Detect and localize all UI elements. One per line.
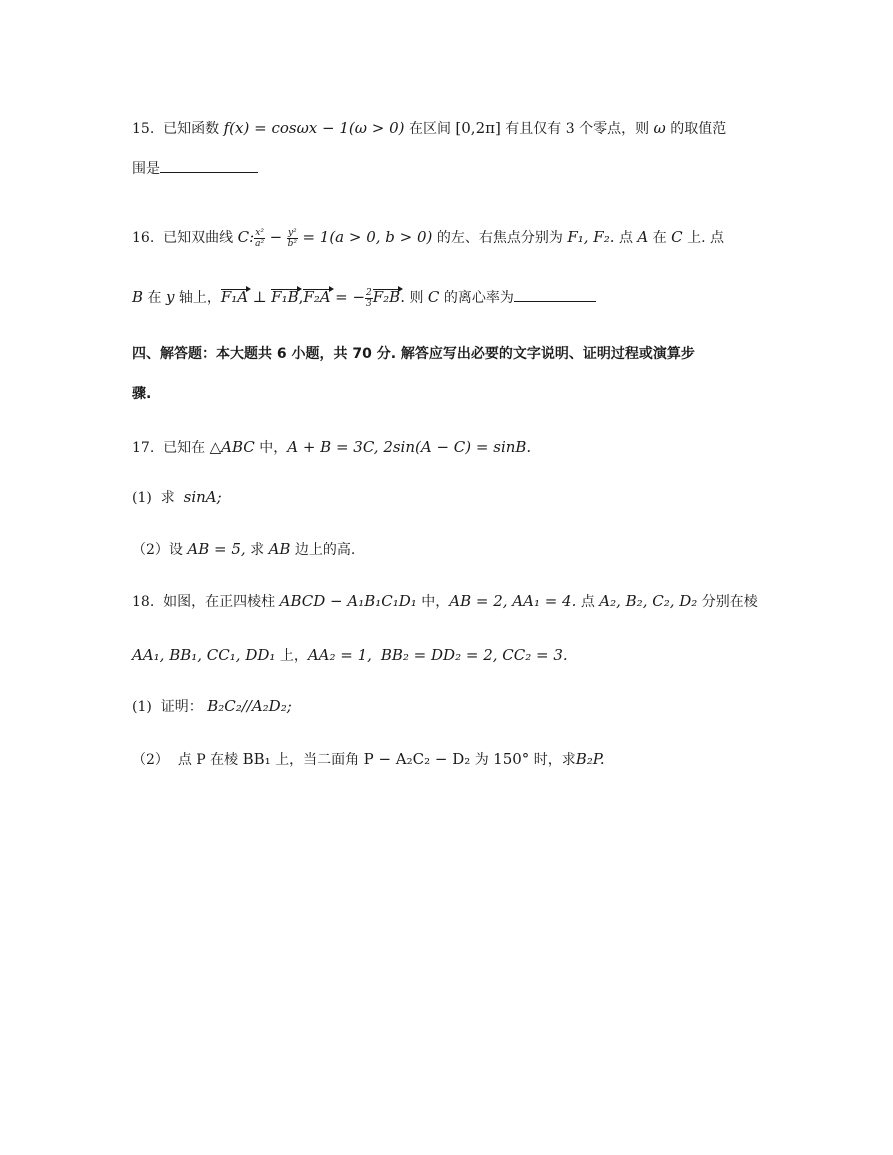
q16-equals: = − [335, 288, 366, 306]
q15-line2 [132, 158, 258, 179]
q18-part2-angle: P − A₂C₂ − D₂ [363, 750, 471, 768]
q18-line1 [132, 591, 758, 612]
q16-foci: F₁, F₂. [567, 228, 615, 246]
q18-line2 [132, 645, 568, 666]
q16-vector-f2b: F₂B [372, 288, 401, 306]
q18-part2-label: （2） [132, 752, 169, 768]
q16-frac-y-num: y² [287, 227, 297, 238]
q18-text5: 上， [279, 648, 308, 664]
q15-function: f(x) = cosωx − 1(ω > 0) [223, 119, 405, 137]
q18-part2-text4: 时，求 [533, 752, 576, 768]
q16-point-b: B [132, 288, 144, 306]
q16-answer-blank[interactable] [514, 287, 596, 302]
q16-text2: 的左、右焦点分别为 [436, 230, 563, 246]
q18-text4: 分别在棱 [701, 594, 758, 610]
q17-part2 [132, 539, 355, 560]
q16-curve-c2: C [427, 288, 440, 306]
q17-part2-expr: AB = 5, [187, 540, 246, 558]
q15-text2: 在区间 [408, 121, 451, 137]
q17-text2: 中， [259, 440, 288, 456]
q16-text6: 在 [147, 290, 162, 306]
q16-minus: − [269, 228, 283, 246]
q16-curve-lhs: C: [237, 228, 255, 246]
q16-text4: 在 [652, 230, 667, 246]
q16-frac-two-thirds [365, 288, 373, 309]
q16-text5: 上. 点 [687, 230, 724, 246]
section4-heading-line1: 四、解答题：本大题共 6 小题，共 70 分. 解答应写出必要的文字说明、证明过程或演算步 [132, 346, 695, 362]
q18-edges: AA₁, BB₁, CC₁, DD₁ [132, 646, 276, 664]
q18-text1: 如图，在正四棱柱 [163, 594, 276, 610]
q16-frac-y [287, 228, 298, 249]
q18-part1-label: (1) [132, 699, 152, 715]
q15-text5: 围是 [132, 161, 160, 177]
q18-part2-text3: 为 [474, 752, 489, 768]
q18-text3: 点 [580, 594, 595, 610]
section4-heading-line2: 骤. [132, 386, 152, 402]
q18-given2: AA₂ = 1, [307, 646, 372, 664]
q18-given3: BB₂ = DD₂ = 2, CC₂ = 3. [380, 646, 568, 664]
q17-line1 [132, 437, 531, 458]
q17-part2-ab: AB [268, 540, 291, 558]
q16-frac-den: 3 [366, 298, 372, 309]
q17-condition: A + B = 3C, 2sin(A − C) = sinB. [287, 438, 532, 456]
q16-perp: ⊥ [252, 288, 267, 306]
q16-frac-x [254, 228, 265, 249]
q15-answer-blank[interactable] [160, 158, 258, 173]
q15-text3: 有且仅有 3 个零点，则 [505, 121, 650, 137]
q17-number: 17. [132, 440, 155, 456]
q18-part2-degree: 150° [493, 750, 530, 768]
q18-part1-text: 证明： [160, 699, 203, 715]
q16-axis-y: y [165, 288, 175, 306]
q18-part2 [132, 749, 605, 770]
q18-part2-segment: B₂P. [575, 750, 605, 768]
q16-curve-rhs: = 1(a > 0, b > 0) [302, 228, 433, 246]
q16-dot: . [400, 288, 405, 306]
q17-part1-expr: sinA; [183, 488, 222, 506]
q17-triangle: △ABC [209, 438, 255, 456]
q18-points: A₂, B₂, C₂, D₂ [599, 592, 698, 610]
q16-text3: 点 [618, 230, 633, 246]
q18-number: 18. [132, 594, 155, 610]
q18-text2: 中， [421, 594, 450, 610]
q17-part2-text1: 求 [250, 542, 265, 558]
q17-part2-label: （2）设 [132, 542, 183, 558]
q15-number: 15. [132, 121, 155, 137]
q15-omega: ω [653, 119, 666, 137]
q16-curve-c: C [671, 228, 683, 246]
q17-part1-text: 求 [160, 490, 175, 506]
q15-interval: [0,2π] [455, 119, 501, 137]
q16-frac-x-den: a² [255, 238, 265, 249]
q16-vector-f1a: F₁A [220, 288, 249, 306]
q16-text1: 已知双曲线 [163, 230, 234, 246]
q15-text1: 已知函数 [163, 121, 220, 137]
q16-line2 [132, 287, 596, 309]
q18-part2-text1: 点 P 在棱 [177, 752, 239, 768]
q16-frac-x-num: x² [255, 227, 264, 238]
q16-frac-y-den: b² [287, 238, 297, 249]
q15-line1 [132, 118, 726, 139]
q16-text9: 的离心率为 [443, 290, 514, 306]
q16-point-a: A [637, 228, 649, 246]
q18-part1 [132, 696, 292, 717]
q16-number: 16. [132, 230, 155, 246]
q16-text7: 轴上， [178, 290, 221, 306]
q17-part1-label: (1) [132, 490, 152, 506]
q16-text8: 则 [409, 290, 424, 306]
q16-frac-num: 2 [366, 287, 372, 298]
q18-part2-edge: BB₁ [242, 750, 271, 768]
q17-part2-text2: 边上的高. [294, 542, 356, 558]
q17-text1: 已知在 [163, 440, 206, 456]
q16-vector-f1b: F₁B [271, 288, 299, 306]
q16-vector-f2a: F₂A [303, 288, 331, 306]
q18-given1: AB = 2, AA₁ = 4. [449, 592, 577, 610]
q15-text4: 的取值范 [670, 121, 727, 137]
q18-prism: ABCD − A₁B₁C₁D₁ [279, 592, 417, 610]
q16-comma: , [298, 288, 304, 306]
q18-part1-expr: B₂C₂//A₂D₂; [207, 697, 292, 715]
q18-part2-text2: 上，当二面角 [275, 752, 360, 768]
q16-line1 [132, 227, 724, 249]
q17-part1 [132, 487, 222, 508]
